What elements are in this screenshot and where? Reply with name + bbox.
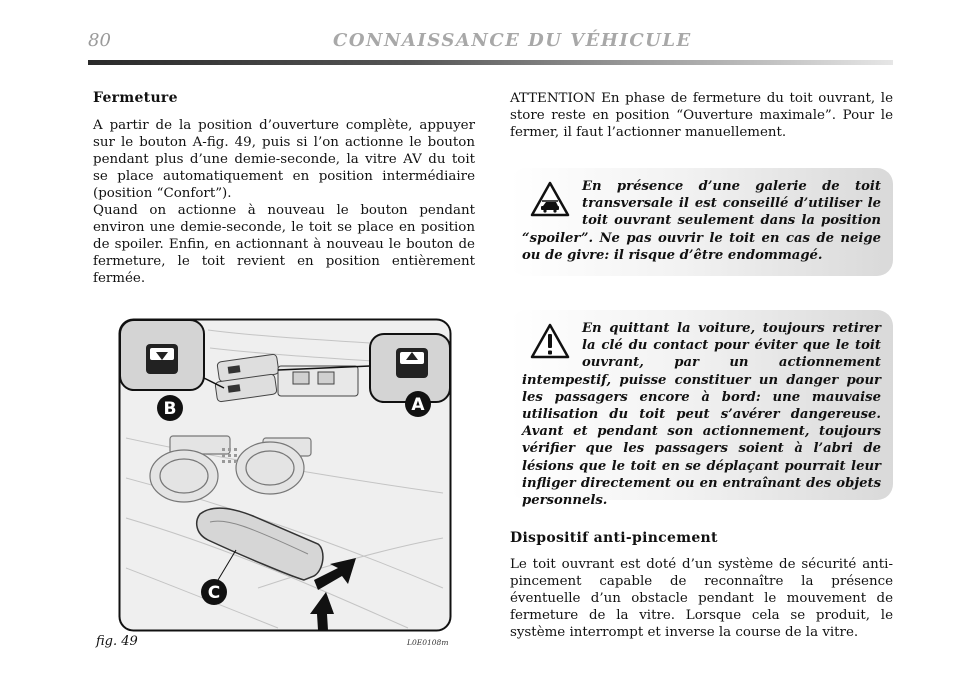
warning-text: En présence d’une galerie de toit transversale il est conseillé d’utiliser le toit ouvrant seulement dans la position “spoiler”. Ne pas ouvrir le toit en cas de neige ou de givre: il risque d’être endommagé.	[522, 179, 881, 263]
paragraph: Quand on actionne à nouveau le bouton pendant environ une demie-seconde, le toit se place en position de spoiler. Enfin, en actionnant à nouveau le bouton de fermeture, le toit revient en position entièrement fermée.	[93, 203, 475, 286]
label-b-text: B	[163, 399, 177, 419]
left-column	[93, 90, 475, 287]
warning-text: En quittant la voiture, toujours retirer la clé du contact pour éviter que le toit ouvrant, par un actionnement intempestif, puisse constituer un danger pour les passagers encore à bord: une mauvaise utilisation du toit peut s’avérer dangereuse. Avant et pendant son actionnement, toujours vérifier que les passagers soient à l’abri de lésions que le toit en se déplaçant pourrait leur infliger directement ou en entraînant des objets personnels.	[522, 321, 881, 509]
label-c-text: C	[207, 583, 221, 603]
right-column	[510, 90, 893, 141]
warning-box-roof-rack	[510, 168, 893, 276]
paragraph: Le toit ouvrant est doté d’un système de sécurité anti-pincement capable de reconnaître la présence éventuelle d’un obstacle pendant le mouvement de fermeture de la vitre. Lorsque cela se produit, le système interrompt et inverse la course de la vitre.	[510, 557, 893, 640]
figure-label-b	[157, 395, 183, 421]
roof-rack-warning-icon	[530, 181, 570, 217]
figure-label-c	[201, 579, 227, 605]
label-a-text: A	[411, 395, 425, 415]
page-number: 80	[88, 30, 111, 51]
page-header	[0, 0, 960, 70]
running-title: CONNAISSANCE DU VÉHICULE	[333, 30, 692, 51]
figure-caption: fig. 49	[96, 634, 138, 649]
anti-pinch-section	[510, 530, 893, 641]
section-heading-anti-pincement: Dispositif anti-pincement	[510, 530, 718, 546]
attention-note: ATTENTION En phase de fermeture du toit ouvrant, le store reste en position “Ouverture maximale”. Pour le fermer, il faut l’actionner manuellement.	[510, 91, 893, 140]
warning-box-key	[510, 310, 893, 509]
figure-label-a	[405, 391, 431, 417]
section-heading-fermeture: Fermeture	[93, 90, 178, 106]
paragraph: A partir de la position d’ouverture complète, appuyer sur le bouton A-fig. 49, puis si l’on actionne le bouton pendant plus d’une demie-seconde, la vitre AV du toit se place automatiquement en position intermédiaire (position “Confort”).	[93, 118, 475, 201]
figure-code: L0E0108m	[407, 638, 449, 647]
figure-49-illustration	[118, 318, 452, 632]
header-rule	[88, 60, 893, 65]
exclamation-warning-icon	[530, 323, 570, 359]
